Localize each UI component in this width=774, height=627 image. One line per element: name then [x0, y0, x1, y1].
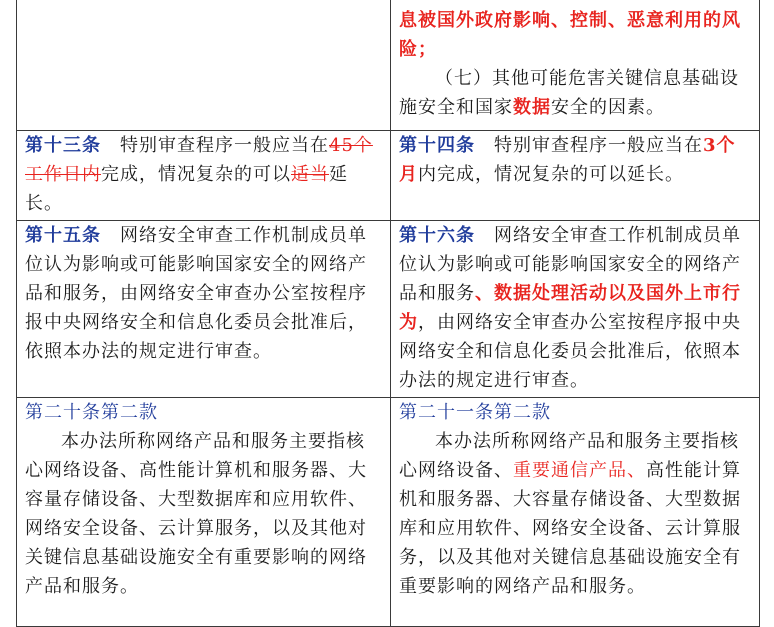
table-row	[17, 131, 760, 221]
article-paragraph	[399, 427, 751, 601]
article-heading: 第二十一条第二款	[399, 402, 551, 423]
deleted-text: 适当	[291, 164, 329, 185]
table-row	[17, 0, 760, 131]
article-text: 网络安全审查工作机制成员单位认为影响或可能影响国家安全的网络产品和服务	[399, 225, 741, 304]
article-heading: 第十五条	[25, 225, 101, 246]
article-text: 内完成，情况复杂的可以延长。	[418, 164, 684, 185]
table-row	[17, 398, 760, 627]
item7-text: （七）其他可能危害关键信息基础设施安全和国家	[399, 68, 739, 118]
new-cell-item7	[391, 0, 760, 131]
item7-paragraph	[399, 64, 751, 122]
highlight-text: 3个月	[399, 135, 736, 185]
old-article-13-cell	[17, 131, 391, 221]
highlight-text: 息被国外政府影响、控制、恶意利用的风险；	[399, 10, 741, 60]
new-article-16-cell	[391, 221, 760, 398]
article-text: 本办法所称网络产品和服务主要指核心网络设备、	[399, 431, 739, 481]
article-text: ，由网络安全审查办公室按程序报中央网络安全和信息化委员会批准后，依照本办法的规定进行审查。	[399, 312, 741, 391]
article-heading: 第二十条第二款	[25, 402, 158, 423]
old-article-20-cell	[17, 398, 391, 627]
article-text: 特别审查程序一般应当在	[101, 135, 329, 156]
article-text: 网络安全审查工作机制成员单位认为影响或可能影响国家安全的网络产品和服务，由网络安全审查办公室按程序报中央网络安全和信息化委员会批准后，依照本办法的规定进行审查。	[25, 225, 367, 362]
highlight-text: 数据	[513, 97, 551, 118]
article-text: 高性能计算机和服务器、大容量存储设备、大型数据库和应用软件、网络安全设备、云计算服务，以及其他对关键信息基础设施安全有重要影响的网络产品和服务。	[399, 460, 741, 597]
article-text: 特别审查程序一般应当在	[475, 135, 703, 156]
article-text: 完成，情况复杂的可以	[101, 164, 291, 185]
highlight-text: 、数据处理活动以及国外上市行为	[399, 283, 741, 333]
comparison-table	[16, 0, 760, 627]
old-cell-empty	[17, 0, 391, 131]
new-article-21-cell	[391, 398, 760, 627]
highlight-text: 重要通信产品、	[513, 460, 646, 481]
old-article-15-cell	[17, 221, 391, 398]
new-article-14-cell	[391, 131, 760, 221]
article-text: 延长。	[25, 164, 348, 214]
article-heading: 第十六条	[399, 225, 475, 246]
item7-end: 安全的因素。	[551, 97, 665, 118]
table-row	[17, 221, 760, 398]
deleted-text: 45个工作日内	[25, 135, 373, 185]
article-heading: 第十三条	[25, 135, 101, 156]
article-heading: 第十四条	[399, 135, 475, 156]
article-text: 本办法所称网络产品和服务主要指核心网络设备、高性能计算机和服务器、大容量存储设备、大型数据库和应用软件、网络安全设备、云计算服务，以及其他对关键信息基础设施安全有重要影响的网络产品和服务。	[25, 431, 367, 597]
